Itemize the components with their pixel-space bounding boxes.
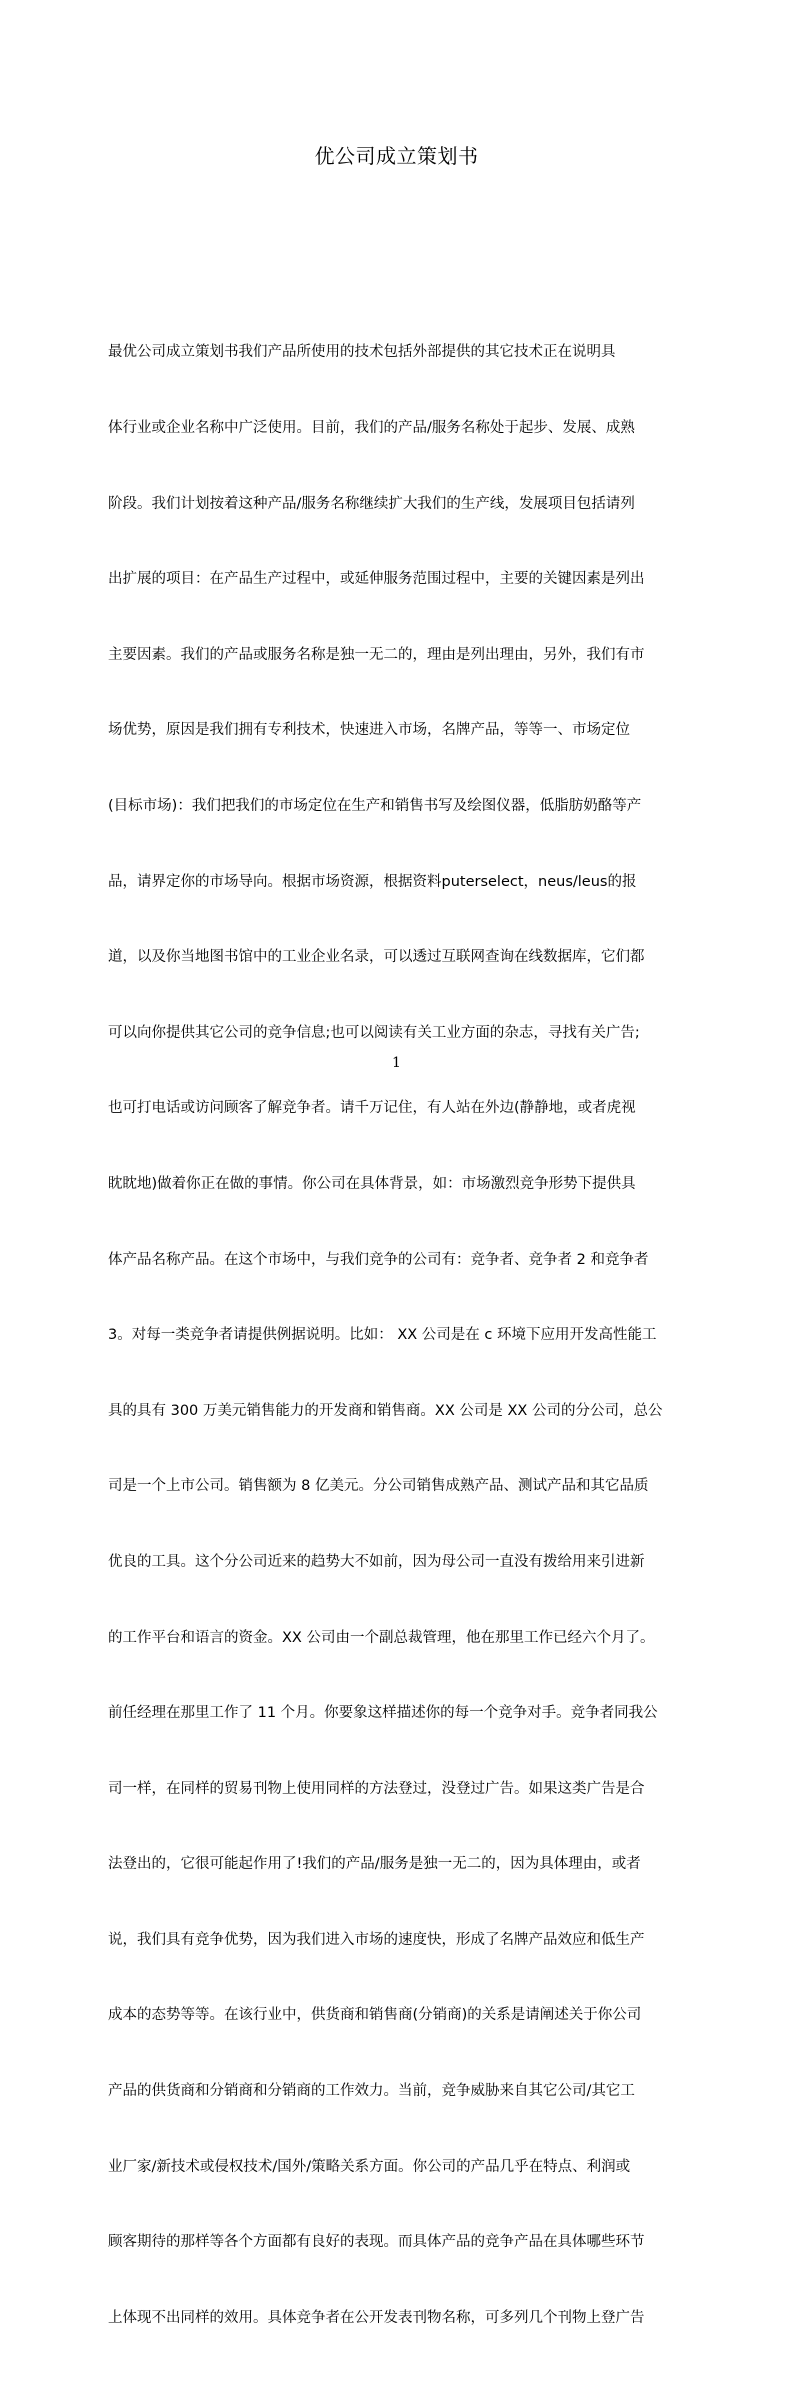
text-line: 阶段。我们计划按着这种产品/服务名称继续扩大我们的生产线，发展项目包括请列 [108,495,635,512]
text-line: 司是一个上市公司。销售额为 8 亿美元。分公司销售成熟产品、测试产品和其它品质 [108,1478,649,1495]
text-line: 场优势，原因是我们拥有专利技术，快速进入市场，名牌产品，等等一、市场定位 [108,722,630,739]
text-line: 3。对每一类竞争者请提供例据说明。比如： XX 公司是在 c 环境下应用开发高性能工 [108,1327,657,1344]
text-line: 出扩展的项目：在产品生产过程中，或延伸服务范围过程中，主要的关键因素是列出 [108,571,645,588]
text-line: 体行业或企业名称中广泛使用。目前，我们的产品/服务名称处于起步、发展、成熟 [108,420,635,436]
text-line: 成本的态势等等。在该行业中，供货商和销售商(分销商)的关系是请阐述关于你公司 [108,2007,642,2024]
text-line: 上体现不出同样的效用。具体竞争者在公开发表刊物名称，可多列几个刊物上登广告 [108,2309,645,2326]
body-paragraph [108,290,698,2381]
text-line: 道，以及你当地图书馆中的工业企业名录，可以透过互联网查询在线数据库，它们都 [108,949,645,966]
text-line: 说，我们具有竞争优势，因为我们进入市场的速度快，形成了名牌产品效应和低生产 [108,1931,645,1948]
text-line: 司一样，在同样的贸易刊物上使用同样的方法登过，没登过广告。如果这类广告是合 [108,1780,645,1797]
page-number: 1 [392,1055,401,1071]
text-line: 业厂家/新技术或侵权技术/国外/策略关系方面。你公司的产品几乎在特点、利润或 [108,2158,631,2175]
text-line: 前任经理在那里工作了 11 个月。你要象这样描述你的每一个竞争对手。竞争者同我公 [108,1705,658,1722]
text-line: 法登出的，它很可能起作用了!我们的产品/服务是独一无二的，因为具体理由，或者 [108,1856,641,1873]
text-line: 可以向你提供其它公司的竞争信息;也可以阅读有关工业方面的杂志，寻找有关广告; [108,1024,640,1041]
text-line: 品，请界定你的市场导向。根据市场资源，根据资料puterselect，neus/leus的报 [108,873,637,890]
text-line: (目标市场)：我们把我们的市场定位在生产和销售书写及绘图仪器，低脂肪奶酪等产 [108,797,642,814]
text-line: 顾客期待的那样等各个方面都有良好的表现。而具体产品的竞争产品在具体哪些环节 [108,2234,645,2251]
text-line: 优良的工具。这个分公司近来的趋势大不如前，因为母公司一直没有拨给用来引进新 [108,1553,645,1570]
text-line: 体产品名称产品。在这个市场中，与我们竞争的公司有：竞争者、竞争者 2 和竞争者 [108,1251,649,1268]
text-line: 产品的供货商和分销商和分销商的工作效力。当前，竞争威胁来自其它公司/其它工 [108,2083,635,2100]
text-line: 最优公司成立策划书我们产品所使用的技术包括外部提供的其它技术正在说明具 [108,344,616,361]
document-title: 优公司成立策划书 [314,144,479,168]
text-line: 主要因素。我们的产品或服务名称是独一无二的，理由是列出理由，另外，我们有市 [108,646,645,663]
text-line: 眈眈地)做着你正在做的事情。你公司在具体背景，如：市场激烈竞争形势下提供具 [108,1175,636,1192]
text-line: 具的具有 300 万美元销售能力的开发商和销售商。XX 公司是 XX 公司的分公司，总公 [108,1402,663,1419]
text-line: 的工作平台和语言的资金。XX 公司由一个副总裁管理，他在那里工作已经六个月了。 [108,1629,655,1646]
text-line: 也可打电话或访问顾客了解竞争者。请千万记住，有人站在外边(静静地，或者虎视 [108,1100,636,1117]
